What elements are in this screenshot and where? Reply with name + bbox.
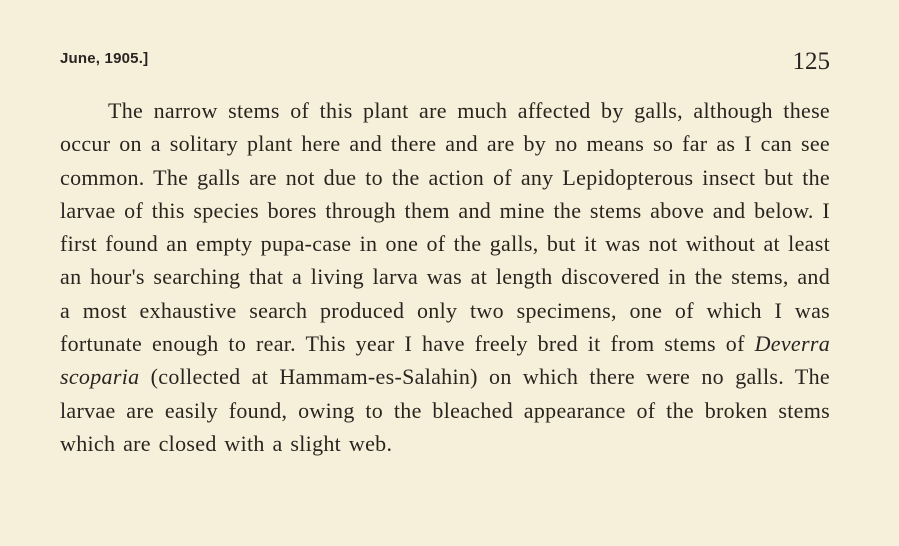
paragraph-text-part2: (collected at Hammam-es-Salahin) on which there were no galls. The larvae are easily found, owing to the bleached appearance of the broken stems which are closed with a slight web. (60, 364, 830, 456)
species-name: Deverra scoparia (60, 331, 830, 390)
body-paragraph (60, 94, 830, 460)
running-head: June, 1905.] (60, 50, 149, 67)
page-number: 125 (792, 48, 830, 75)
page-header (60, 44, 830, 84)
paragraph-text-part1: The narrow stems of this plant are much affected by galls, although these occur on a solitary plant here and there and are by no means so far as I can see common. The galls are not due to the action of any Lepidopterous insect but the larvae of this species bores through them and mine the stems above and below. I first found an empty pupa-case in one of the galls, but it was not without at least an hour's searching that a living larva was at length discovered in the stems, and a most exhaustive search produced only two specimens, one of which I was fortunate enough to rear. This year I have freely bred it from stems of (60, 98, 830, 357)
